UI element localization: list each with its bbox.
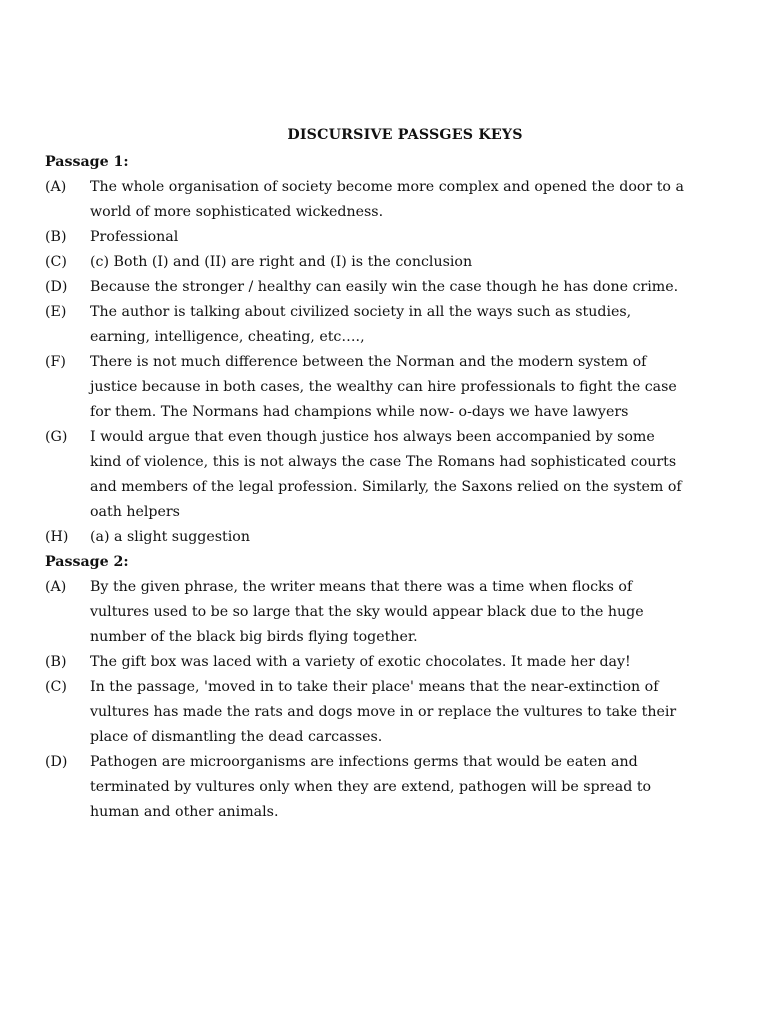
passage-1-answer-c [45,250,685,275]
answer-text: The author is talking about civilized society in all the ways such as studies, earning, intelligence, cheating, etc…., [90,304,632,345]
answer-label: (D) [45,279,68,295]
answer-label: (F) [45,354,66,370]
answer-label: (D) [45,754,68,770]
answer-text: There is not much difference between the Norman and the modern system of justice because in both cases, the wealthy can hire professionals to fight the case for them. The Normans had champions while now- o-days we have lawyers [90,354,677,420]
passage-1-answer-h [45,525,685,550]
answer-label: (E) [45,304,67,320]
passage-1-answer-e [45,300,685,350]
answer-text: By the given phrase, the writer means that there was a time when flocks of vultures used to be so large that the sky would appear black due to the huge number of the black big birds flying together. [90,579,644,645]
passage-1-heading: Passage 1: [45,154,129,170]
passage-1-answer-b [45,225,685,250]
answer-label: (C) [45,254,67,270]
answer-label: (C) [45,679,67,695]
passage-2-answer-b [45,650,685,675]
answer-text: Pathogen are microorganisms are infections germs that would be eaten and terminated by vultures only when they are extend, pathogen will be spread to human and other animals. [90,754,652,820]
answer-text: In the passage, 'moved in to take their place' means that the near-extinction of vultures has made the rats and dogs move in or replace the vultures to take their place of dismantling the dead carcasses. [90,679,677,745]
answer-key-body [45,150,685,825]
passage-1-answer-a [45,175,685,225]
answer-text: I would argue that even though justice hos always been accompanied by some kind of violence, this is not always the case The Romans had sophisticated courts and members of the legal profession. Similarly, the Saxons relied on the system of oath helpers [90,429,682,520]
passage-2-answer-d [45,750,685,825]
answer-text: The whole organisation of society become more complex and opened the door to a world of more sophisticated wickedness. [90,179,684,220]
passage-2-answer-c [45,675,685,750]
answer-text: Because the stronger / healthy can easily win the case though he has done crime. [90,279,679,295]
passage-2-answer-a [45,575,685,650]
page-title: DISCURSIVE PASSGES KEYS [287,127,523,143]
answer-label: (H) [45,529,69,545]
passage-2-section [45,550,685,825]
passage-2-heading: Passage 2: [45,554,129,570]
answer-label: (B) [45,229,67,245]
answer-label: (G) [45,429,68,445]
answer-text: (c) Both (I) and (II) are right and (I) is the conclusion [90,254,473,270]
answer-text: (a) a slight suggestion [90,529,250,545]
answer-label: (B) [45,654,67,670]
passage-1-answer-g [45,425,685,525]
answer-text: The gift box was laced with a variety of exotic chocolates. It made her day! [90,654,631,670]
answer-label: (A) [45,579,67,595]
passage-1-answer-f [45,350,685,425]
answer-label: (A) [45,179,67,195]
answer-text: Professional [90,229,179,245]
passage-1-answer-d [45,275,685,300]
passage-1-section [45,150,685,550]
